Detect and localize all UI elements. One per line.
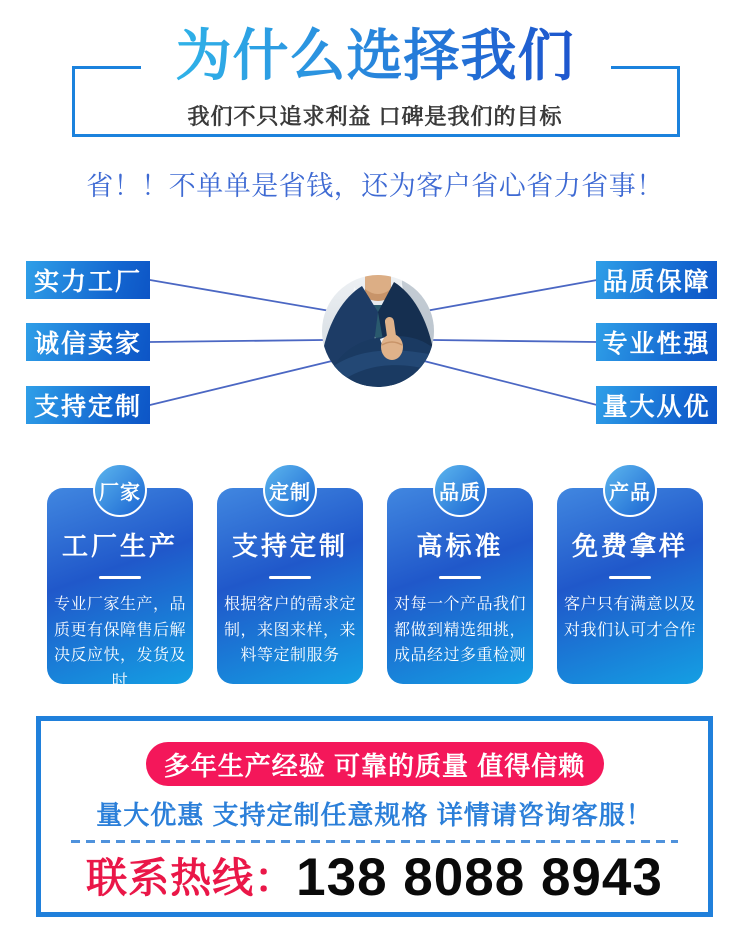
contact-box [36, 716, 713, 917]
card-divider [439, 576, 481, 579]
feature-label-bulk-discount: 量大从优 [596, 386, 717, 424]
hotline [41, 849, 708, 907]
card-title: 支持定制 [231, 531, 348, 561]
feature-label-professional: 专业性强 [596, 323, 717, 361]
card-divider [99, 576, 141, 579]
card-badge: 厂家 [93, 463, 147, 517]
card-title: 免费拿样 [571, 531, 688, 561]
feature-diagram [0, 238, 750, 466]
card-description: 专业厂家生产，品质更有保障售后解决反应快，发货及时 [54, 596, 187, 690]
businessman-photo [322, 275, 434, 387]
card-description: 对每一个产品我们都做到精选细挑，成品经过多重检测 [394, 596, 527, 665]
feature-label-quality-guarantee: 品质保障 [596, 261, 717, 299]
promo-line: 量大优惠 支持定制任意规格 详情请咨询客服！ [96, 800, 653, 830]
page-subtitle: 我们不只追求利益 口碑是我们的目标 [187, 104, 563, 129]
card-custom-support [217, 481, 363, 684]
card-high-standard [387, 481, 533, 684]
feature-label-custom-support: 支持定制 [26, 386, 150, 424]
experience-banner: 多年生产经验 可靠的质量 值得信赖 [146, 742, 604, 786]
card-free-sample [557, 481, 703, 684]
card-badge: 品质 [433, 463, 487, 517]
card-badge: 定制 [263, 463, 317, 517]
card-title: 工厂生产 [61, 531, 178, 561]
tagline: 省！！不单单是省钱，还为客户省心省力省事！ [86, 171, 664, 201]
hotline-label: 联系热线： [86, 854, 297, 901]
page-title [144, 22, 607, 89]
benefit-cards [0, 464, 750, 690]
card-title: 高标准 [416, 531, 504, 561]
card-badge: 产品 [603, 463, 657, 517]
hotline-number: 138 8088 8943 [296, 848, 663, 908]
dashed-divider [71, 840, 678, 843]
card-divider [269, 576, 311, 579]
card-description: 客户只有满意以及对我们认可才合作 [564, 596, 697, 639]
card-divider [609, 576, 651, 579]
card-factory-production [47, 481, 193, 690]
feature-label-honest-seller: 诚信卖家 [26, 323, 150, 361]
card-description: 根据客户的需求定制，来图来样，来料等定制服务 [224, 596, 357, 665]
feature-label-strong-factory: 实力工厂 [26, 261, 150, 299]
page-title-text: 为什么选择我们 [175, 24, 575, 87]
